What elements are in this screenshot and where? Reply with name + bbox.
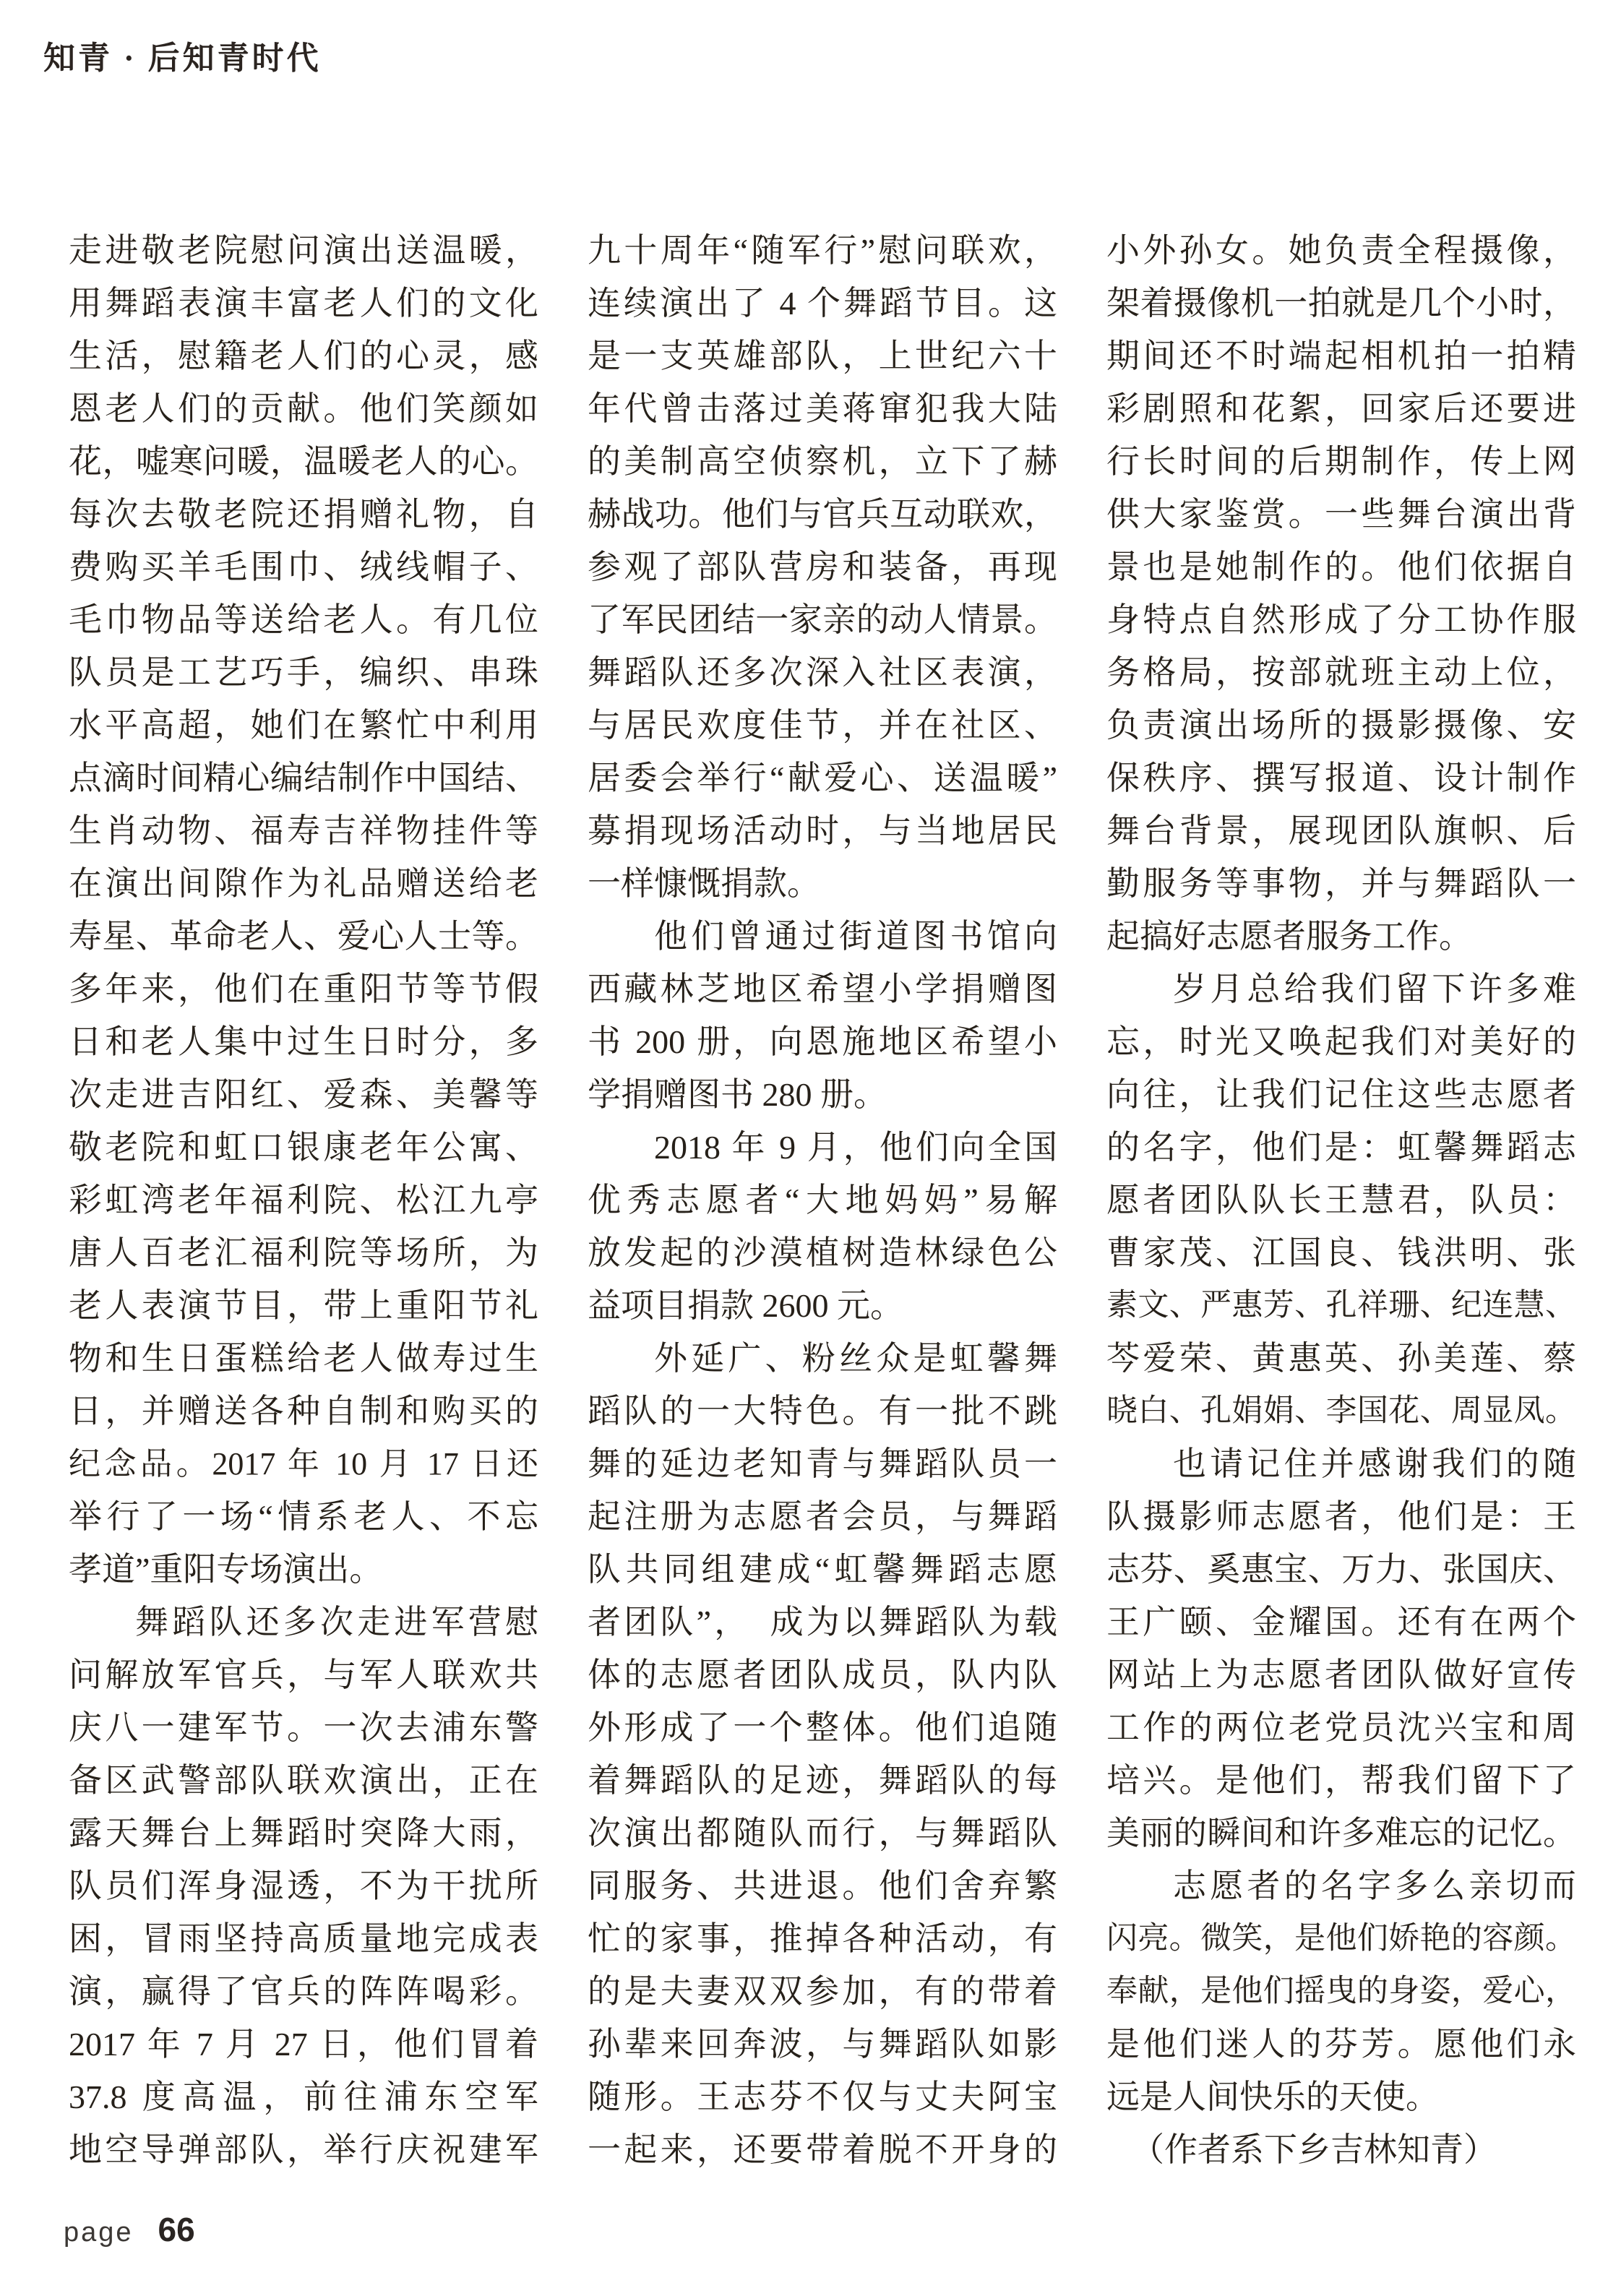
text-line: 保秩序、撰写报道、设计制作 bbox=[1106, 760, 1576, 796]
text-line: 次演出都随队而行，与舞蹈队 bbox=[588, 1815, 1057, 1852]
text-line: 举行了一场“情系老人、不忘 bbox=[69, 1498, 538, 1535]
text-line: 架着摄像机一拍就是几个小时， bbox=[1106, 285, 1576, 322]
text-line: 他们曾通过街道图书馆向 bbox=[654, 918, 1057, 955]
text-line: 队摄影师志愿者，他们是：王 bbox=[1106, 1498, 1576, 1535]
text-line: （作者系下乡吉林知青） bbox=[1131, 2131, 1497, 2168]
text-line: 一起来，还要带着脱不开身的 bbox=[588, 2131, 1057, 2168]
text-line: 费购买羊毛围巾、绒线帽子、 bbox=[69, 549, 538, 585]
text-line: 演，赢得了官兵的阵阵喝彩。 bbox=[69, 1973, 538, 2010]
text-line: 队员们浑身湿透，不为干扰所 bbox=[69, 1867, 538, 1904]
text-line: 物和生日蛋糕给老人做寿过生 bbox=[69, 1340, 538, 1377]
text-line: 的是夫妻双双参加，有的带着 bbox=[588, 1973, 1057, 2010]
text-line: 敬老院和虹口银康老年公寓、 bbox=[69, 1129, 538, 1166]
text-line: 外延广、粉丝众是虹馨舞 bbox=[654, 1340, 1057, 1377]
text-line: 也请记住并感谢我们的随 bbox=[1173, 1445, 1576, 1482]
text-line: 生肖动物、福寿吉祥物挂件等 bbox=[69, 812, 538, 849]
page-label: page bbox=[64, 2217, 134, 2248]
article-column-2 bbox=[588, 224, 1057, 2176]
text-line: 美丽的瞬间和许多难忘的记忆。 bbox=[1106, 1815, 1576, 1852]
text-line: 着舞蹈队的足迹，舞蹈队的每 bbox=[588, 1762, 1057, 1799]
text-line: 纪念品。2017 年 10 月 17 日还 bbox=[69, 1446, 538, 1482]
text-line: 九十周年“随军行”慰问联欢， bbox=[588, 232, 1057, 269]
article-body bbox=[69, 224, 1576, 2176]
text-line: 2017 年 7 月 27 日，他们冒着 bbox=[69, 2026, 538, 2063]
text-line: 队员是工艺巧手，编织、串珠 bbox=[69, 654, 538, 691]
text-line: 募捐现场活动时，与当地居民 bbox=[588, 812, 1057, 849]
text-line: 行长时间的后期制作，传上网 bbox=[1106, 443, 1576, 480]
text-line: 恩老人们的贡献。他们笑颜如 bbox=[69, 390, 538, 427]
text-line: 生活，慰籍老人们的心灵，感 bbox=[69, 337, 538, 374]
text-line: 了军民团结一家亲的动人情景。 bbox=[588, 601, 1057, 638]
text-line: 与居民欢度佳节，并在社区、 bbox=[588, 707, 1057, 744]
text-line: 一样慷慨捐款。 bbox=[588, 865, 820, 902]
text-line: 小外孙女。她负责全程摄像， bbox=[1106, 232, 1576, 269]
text-line: 忙的家事，推掉各种活动，有 bbox=[588, 1920, 1057, 1957]
text-line: 益项目捐款 2600 元。 bbox=[588, 1287, 903, 1324]
text-line: 赫战功。他们与官兵互动联欢， bbox=[588, 496, 1057, 533]
text-line: 供大家鉴赏。一些舞台演出背 bbox=[1106, 496, 1576, 533]
page-footer bbox=[64, 2210, 195, 2249]
text-line: 志芬、奚惠宝、万力、张国庆、 bbox=[1106, 1551, 1576, 1588]
text-line: 彩虹湾老年福利院、松江九亭 bbox=[69, 1182, 538, 1218]
text-line: 孝道”重阳专场演出。 bbox=[69, 1551, 383, 1588]
text-line: 舞蹈队还多次深入社区表演， bbox=[588, 654, 1057, 691]
text-line: 王广颐、金耀国。还有在两个 bbox=[1106, 1604, 1576, 1641]
text-line: 远是人间快乐的天使。 bbox=[1106, 2078, 1439, 2115]
text-line: 奉献，是他们摇曳的身姿，爱心， bbox=[1106, 1974, 1576, 2008]
page-number: 66 bbox=[158, 2211, 195, 2248]
text-line: 闪亮。微笑，是他们娇艳的容颜。 bbox=[1106, 1922, 1576, 1956]
article-column-1 bbox=[69, 224, 538, 2176]
text-line: 学捐赠图书 280 册。 bbox=[588, 1076, 887, 1113]
text-line: 备区武警部队联欢演出，正在 bbox=[69, 1762, 538, 1799]
text-line: 素文、严惠芳、孔祥珊、纪连慧、 bbox=[1106, 1289, 1576, 1323]
text-line: 用舞蹈表演丰富老人们的文化 bbox=[69, 285, 538, 322]
text-line: 岁月总给我们留下许多难 bbox=[1173, 971, 1576, 1007]
text-line: 庆八一建军节。一次去浦东警 bbox=[69, 1709, 538, 1746]
text-line: 向往，让我们记住这些志愿者 bbox=[1106, 1076, 1576, 1113]
text-line: 37.8 度高温，前往浦东空军 bbox=[69, 2078, 538, 2115]
text-line: 孙辈来回奔波，与舞蹈队如影 bbox=[588, 2026, 1057, 2063]
text-line: 点滴时间精心编结制作中国结、 bbox=[69, 760, 538, 796]
text-line: 参观了部队营房和装备，再现 bbox=[588, 549, 1057, 585]
text-line: 日和老人集中过生日时分，多 bbox=[69, 1023, 538, 1060]
text-line: 老人表演节目，带上重阳节礼 bbox=[69, 1287, 538, 1324]
text-line: 身特点自然形成了分工协作服 bbox=[1106, 601, 1576, 638]
text-line: 勤服务等事物，并与舞蹈队一 bbox=[1106, 865, 1576, 902]
text-line: 唐人百老汇福利院等场所，为 bbox=[69, 1234, 538, 1271]
text-line: 花，嘘寒问暖，温暖老人的心。 bbox=[69, 443, 538, 480]
text-line: 忘，时光又唤起我们对美好的 bbox=[1106, 1023, 1576, 1060]
text-line: 2018 年 9 月，他们向全国 bbox=[654, 1129, 1057, 1166]
text-line: 每次去敬老院还捐赠礼物，自 bbox=[69, 496, 538, 533]
text-line: 困，冒雨坚持高质量地完成表 bbox=[69, 1920, 538, 1957]
text-line: 走进敬老院慰问演出送温暖， bbox=[69, 232, 538, 269]
text-line: 晓白、孔娟娟、李国花、周显凤。 bbox=[1106, 1394, 1576, 1428]
text-line: 务格局，按部就班主动上位， bbox=[1106, 654, 1576, 691]
section-header bbox=[43, 32, 322, 78]
text-line: 书 200 册，向恩施地区希望小 bbox=[588, 1023, 1057, 1060]
text-line: 培兴。是他们，帮我们留下了 bbox=[1106, 1762, 1576, 1799]
text-line: 优秀志愿者“大地妈妈”易解 bbox=[588, 1182, 1057, 1218]
text-line: 西藏林芝地区希望小学捐赠图 bbox=[588, 971, 1057, 1007]
text-line: 曹家茂、江国良、钱洪明、张 bbox=[1106, 1234, 1576, 1271]
text-line: 寿星、革命老人、爱心人士等。 bbox=[69, 918, 538, 955]
text-line: 居委会举行“献爱心、送温暖” bbox=[588, 760, 1057, 796]
text-line: 次走进吉阳红、爱森、美馨等 bbox=[69, 1076, 538, 1113]
article-column-3 bbox=[1106, 224, 1576, 2176]
text-line: 同服务、共进退。他们舍弃繁 bbox=[588, 1867, 1057, 1904]
text-line: 年代曾击落过美蒋窜犯我大陆 bbox=[588, 390, 1057, 427]
text-line: 随形。王志芬不仅与丈夫阿宝 bbox=[588, 2078, 1057, 2115]
text-line: 负责演出场所的摄影摄像、安 bbox=[1106, 707, 1576, 744]
text-line: 露天舞台上舞蹈时突降大雨， bbox=[69, 1815, 538, 1852]
text-line: 芩爱荣、黄惠英、孙美莲、蔡 bbox=[1106, 1340, 1576, 1377]
text-line: 是一支英雄部队，上世纪六十 bbox=[588, 337, 1057, 374]
text-line: 工作的两位老党员沈兴宝和周 bbox=[1106, 1709, 1576, 1746]
text-line: 舞台背景，展现团队旗帜、后 bbox=[1106, 812, 1576, 849]
text-line: 是他们迷人的芬芳。愿他们永 bbox=[1106, 2026, 1576, 2063]
text-line: 的名字，他们是：虹馨舞蹈志 bbox=[1106, 1129, 1576, 1166]
text-line: 网站上为志愿者团队做好宣传 bbox=[1106, 1656, 1576, 1693]
text-line: 连续演出了 4 个舞蹈节目。这 bbox=[588, 285, 1057, 322]
text-line: 日，并赠送各种自制和购买的 bbox=[69, 1393, 538, 1429]
text-line: 舞的延边老知青与舞蹈队员一 bbox=[588, 1445, 1057, 1482]
text-line: 水平高超，她们在繁忙中利用 bbox=[69, 707, 538, 744]
text-line: 者团队”， 成为以舞蹈队为载 bbox=[588, 1604, 1057, 1641]
text-line: 期间还不时端起相机拍一拍精 bbox=[1106, 337, 1576, 374]
text-line: 多年来，他们在重阳节等节假 bbox=[69, 971, 538, 1007]
text-line: 毛巾物品等送给老人。有几位 bbox=[69, 601, 538, 638]
text-line: 地空导弹部队，举行庆祝建军 bbox=[69, 2131, 538, 2168]
text-line: 问解放军官兵，与军人联欢共 bbox=[69, 1656, 538, 1693]
text-line: 放发起的沙漠植树造林绿色公 bbox=[588, 1234, 1057, 1271]
text-line: 景也是她制作的。他们依据自 bbox=[1106, 549, 1576, 585]
text-line: 起注册为志愿者会员，与舞蹈 bbox=[588, 1498, 1057, 1535]
text-line: 舞蹈队还多次走进军营慰 bbox=[135, 1604, 538, 1641]
text-line: 愿者团队队长王慧君，队员： bbox=[1106, 1182, 1576, 1218]
text-line: 在演出间隙作为礼品赠送给老 bbox=[69, 865, 538, 902]
section-title: 知青 · 后知青时代 bbox=[43, 40, 322, 76]
text-line: 队共同组建成“虹馨舞蹈志愿 bbox=[588, 1551, 1057, 1588]
text-line: 外形成了一个整体。他们追随 bbox=[588, 1709, 1057, 1746]
text-line: 起搞好志愿者服务工作。 bbox=[1106, 918, 1472, 955]
text-line: 志愿者的名字多么亲切而 bbox=[1173, 1867, 1576, 1904]
text-line: 体的志愿者团队成员，队内队 bbox=[588, 1656, 1057, 1693]
text-line: 蹈队的一大特色。有一批不跳 bbox=[588, 1393, 1057, 1429]
text-line: 的美制高空侦察机，立下了赫 bbox=[588, 443, 1057, 480]
text-line: 彩剧照和花絮，回家后还要进 bbox=[1106, 390, 1576, 427]
